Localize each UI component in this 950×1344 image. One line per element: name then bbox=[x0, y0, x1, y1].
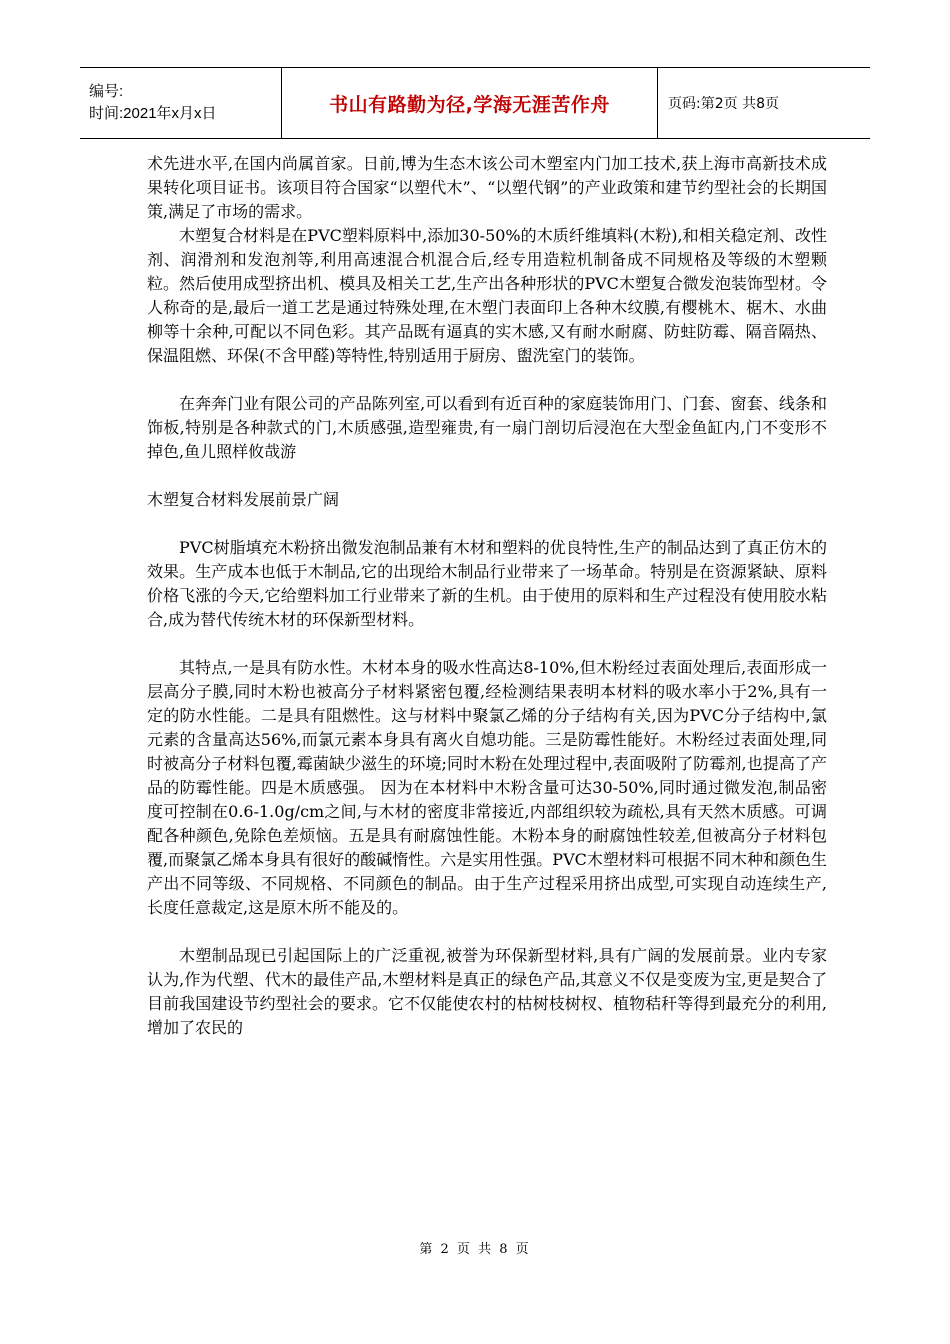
body-paragraph: 在奔奔门业有限公司的产品陈列室,可以看到有近百种的家庭装饰用门、门套、窗套、线条和饰板,特别是各种款式的门,木质感强,造型雍贵,有一扇门剖切后浸泡在大型金鱼缸内,门不变形不掉色,鱼儿照样攸哉游 bbox=[147, 394, 827, 461]
document-number-label: 编号: bbox=[89, 83, 124, 100]
document-time-label: 时间:2021年x月x日 bbox=[89, 105, 217, 122]
header-motto bbox=[282, 68, 658, 138]
document-body bbox=[147, 152, 827, 1040]
page-header bbox=[80, 67, 870, 139]
motto-text: 书山有路勤为径,学海无涯苦作舟 bbox=[329, 93, 610, 116]
page-footer bbox=[0, 1238, 950, 1257]
body-paragraph: 木塑复合材料是在PVC塑料原料中,添加30-50%的木质纤维填料(木粉),和相关稳定剂、改性剂、润滑剂和发泡剂等,利用高速混合机混合后,经专用造粒机制备成不同规格及等级的木塑颗粒。然后使用成型挤出机、模具及相关工艺,生产出各种形状的PVC木塑复合微发泡装饰型材。令人称奇的是,最后一道工艺是通过特殊处理,在木塑门表面印上各种木纹膜,有樱桃木、椐木、水曲柳等十余种,可配以不同色彩。其产品既有逼真的实木感,又有耐水耐腐、防蛀防霉、隔音隔热、保温阻燃、环保(不含甲醛)等特性,特别适用于厨房、盥洗室门的装饰。 bbox=[147, 226, 827, 365]
body-paragraph: 术先进水平,在国内尚属首家。日前,博为生态木该公司木塑室内门加工技术,获上海市高新技术成果转化项目证书。该项目符合国家“以塑代木”、“以塑代钢”的产业政策和建节约型社会的长期国策,满足了市场的需求。 bbox=[147, 154, 827, 221]
section-heading: 木塑复合材料发展前景广阔 bbox=[147, 490, 340, 509]
header-meta bbox=[80, 68, 282, 138]
body-paragraph: PVC树脂填充木粉挤出微发泡制品兼有木材和塑料的优良特性,生产的制品达到了真正仿木的效果。生产成本也低于木制品,它的出现给木制品行业带来了一场革命。特别是在资源紧缺、原料价格飞涨的今天,它给塑料加工行业带来了新的生机。由于使用的原料和生产过程没有使用胶水粘合,成为替代传统木材的环保新型材料。 bbox=[147, 538, 827, 629]
body-paragraph: 木塑制品现已引起国际上的广泛重视,被誉为环保新型材料,具有广阔的发展前景。业内专家认为,作为代塑、代木的最佳产品,木塑材料是真正的绿色产品,其意义不仅是变废为宝,更是契合了目前我国建设节约型社会的要求。它不仅能使农村的枯树枝树杈、植物秸秆等得到最充分的利用,增加了农民的 bbox=[147, 946, 827, 1037]
body-paragraph: 其特点,一是具有防水性。木材本身的吸水性高达8-10%,但木粉经过表面处理后,表面形成一层高分子膜,同时木粉也被高分子材料紧密包覆,经检测结果表明本材料的吸水率小于2%,具有一定的防水性能。二是具有阻燃性。这与材料中聚氯乙烯的分子结构有关,因为PVC分子结构中,氯元素的含量高达56%,而氯元素本身具有离火自熄功能。三是防霉性能好。木粉经过表面处理,同时被高分子材料包覆,霉菌缺少滋生的环境;同时木粉在处理过程中,表面吸附了防霉剂,也提高了产品的防霉性能。四是木质感强。 因为在本材料中木粉含量可达30-50%,同时通过微发泡,制品密度可控制在0.6-1.0g/cm之间,与木材的密度非常接近,内部组织较为疏松,具有天然木质感。可调配各种颜色,免除色差烦恼。五是具有耐腐蚀性能。木粉本身的耐腐蚀性较差,但被高分子材料包覆,而聚氯乙烯本身具有很好的酸碱惰性。六是实用性强。PVC木塑材料可根据不同木种和颜色生产出不同等级、不同规格、不同颜色的制品。由于生产过程采用挤出成型,可实现自动连续生产,长度任意裁定,这是原木所不能及的。 bbox=[147, 658, 827, 917]
header-page-info bbox=[658, 68, 870, 138]
page-info-text: 页码:第2页 共8页 bbox=[668, 96, 779, 112]
footer-page-number: 第 2 页 共 8 页 bbox=[419, 1242, 531, 1257]
